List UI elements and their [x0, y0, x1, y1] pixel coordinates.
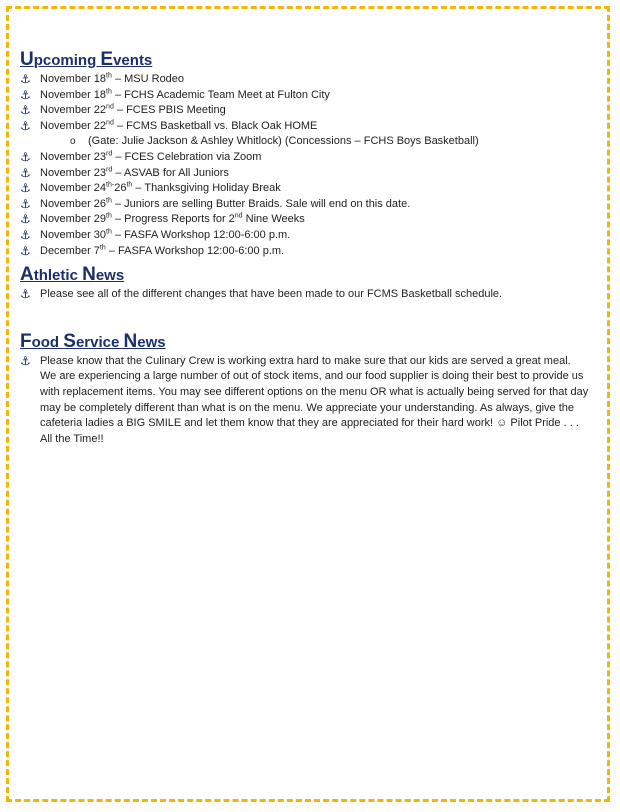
- anchor-icon: ⚓: [20, 212, 31, 227]
- anchor-icon: ⚓: [20, 149, 31, 164]
- event-item: ⚓ November 18th – MSU Rodeo: [20, 72, 185, 86]
- circle-bullet-icon: o: [70, 136, 76, 148]
- event-item: ⚓ November 22nd – FCES PBIS Meeting: [20, 103, 226, 118]
- upcoming-events-title: Upcoming Events: [20, 49, 153, 70]
- event-item: ⚓ November 18th – FCHS Academic Team Meet at Fulton City: [20, 87, 330, 102]
- anchor-icon: ⚓: [20, 243, 31, 258]
- athletic-news-section: [20, 266, 590, 303]
- food-service-news-title: Food Service News: [20, 330, 166, 352]
- newsletter-content: [20, 51, 590, 447]
- event-item: ⚓ November 29th – Progress Reports for 2nd Nine Weeks: [20, 212, 305, 227]
- anchor-icon: ⚓: [20, 181, 31, 196]
- anchor-icon: ⚓: [20, 165, 31, 180]
- anchor-icon: ⚓: [20, 353, 31, 368]
- anchor-icon: ⚓: [20, 87, 31, 102]
- anchor-icon: ⚓: [20, 196, 31, 211]
- event-item: ⚓ November 23rd – FCES Celebration via Zoom: [20, 149, 262, 164]
- event-item: ⚓ November 23rd – ASVAB for All Juniors: [20, 165, 229, 180]
- event-item: ⚓ November $24^{th-}26th$ – Thanksgiving Holiday Break: [20, 181, 281, 196]
- event-item: ⚓ December 7th – FASFA Workshop 12:00-6:00 p.m.: [20, 243, 285, 258]
- athletic-news-title: Athletic News: [20, 264, 125, 286]
- food-service-news-section: [20, 330, 590, 448]
- athletic-news-item: ⚓ Please see all of the different changes that have been made to our FCMS Basketball schedule.: [20, 287, 503, 302]
- event-item: ⚓ November 30th – FASFA Workshop 12:00-6:00 p.m.: [20, 227, 291, 242]
- event-item: ⚓ November 26th – Juniors are selling Butter Braids. Sale will end on this date.: [20, 196, 411, 211]
- events-list: [20, 72, 590, 259]
- anchor-icon: ⚓: [20, 227, 31, 242]
- anchor-icon: ⚓: [20, 118, 31, 133]
- anchor-icon: ⚓: [20, 103, 31, 118]
- upcoming-events-section: [20, 51, 590, 259]
- anchor-icon: ⚓: [20, 287, 31, 302]
- anchor-icon: ⚓: [20, 72, 31, 86]
- food-service-news-item: ⚓ Please know that the Culinary Crew is working extra hard to make sure that our kids are served a great meal. We are experiencing a large number of out of stock items, and our food supplier is doing their best to provide us with replacement items. You may see different options on the menu OR what is actually being served for that day may be completely different than what is on the menu. We appreciate your understanding. As always, give the cafeteria ladies a BIG SMILE and let them know that they are appreciated for their hard work! ☺ Pilot Pride . . . All the Time!!: [20, 353, 589, 445]
- event-item: ⚓ November 22nd – FCMS Basketball vs. Black Oak HOME: [20, 118, 318, 133]
- event-sub-note: o (Gate: Julie Jackson & Ashley Whitlock) (Concessions – FCHS Boys Basketball): [20, 134, 590, 150]
